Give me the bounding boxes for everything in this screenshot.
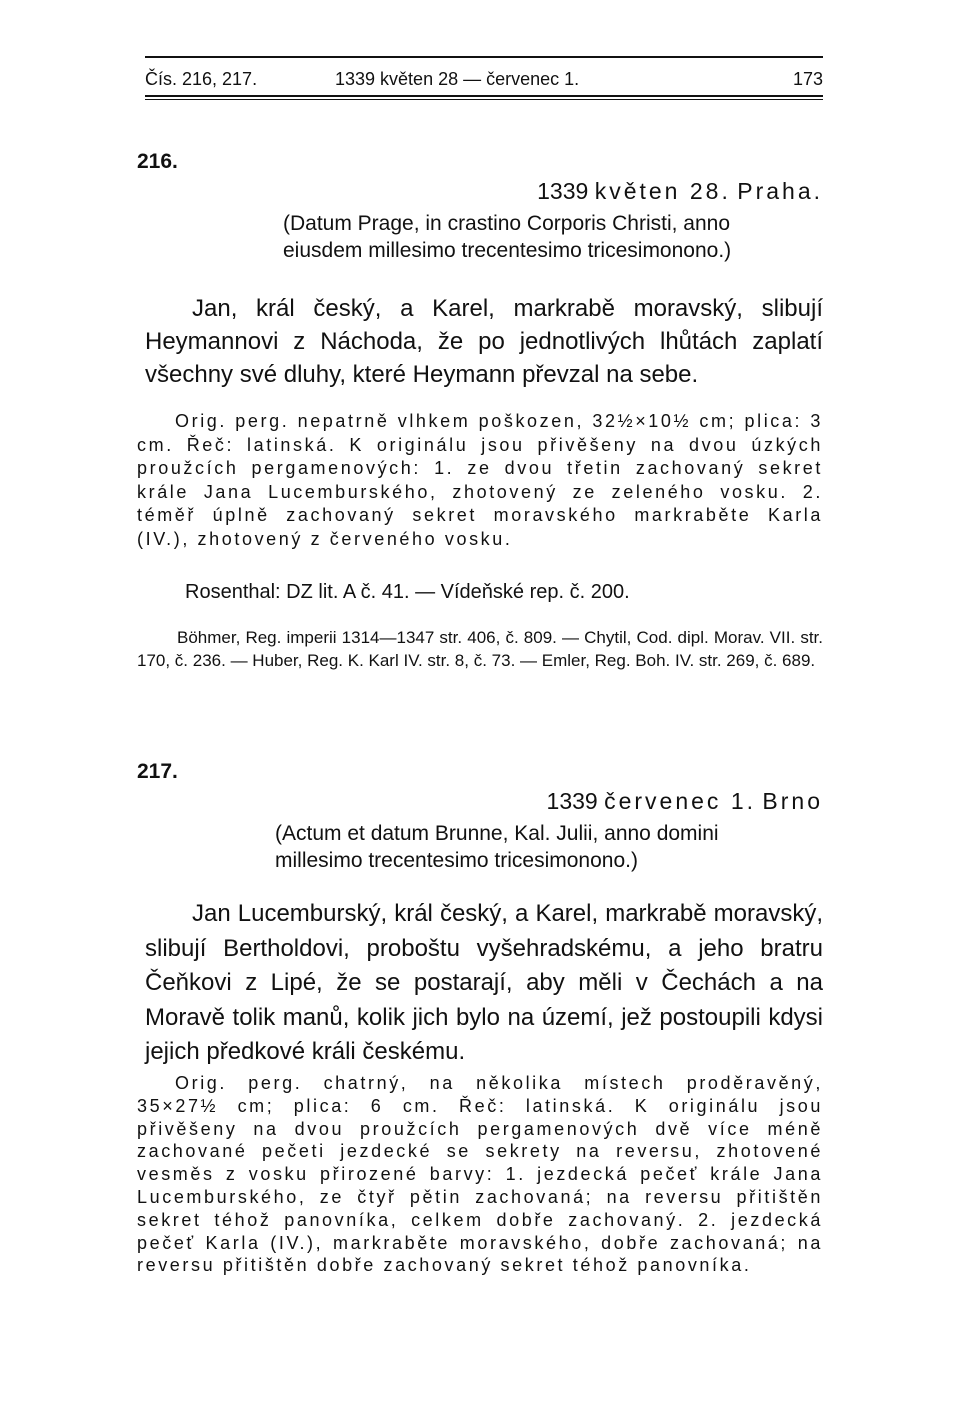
date-day: červenec 1. — [604, 788, 757, 814]
archival-note-text: Orig. perg. chatrný, na několika místech proděravěný, 35×27½ cm; plica: 6 cm. Řeč: latinská. K originálu jsou přivěšeny na dvou proužcích pergamenových dvě více méně zachované pečeti jezdecké se sekrety na reversu, zhotovené vesměs z vosku přirozené barvy: 1. jezdecká pečeť krále Jana Lucemburského, ze čtyř pětin zachovaná; na reversu přitištěn sekret téhož panovníka, celkem dobře zachovaný. 2. jezdecká pečeť Karla (IV.), markraběte moravského, dobře zachovaná; na reversu přitištěn dobře zachovaný sekret téhož panovníka. — [137, 1073, 823, 1276]
regest-text: Jan, král český, a Karel, markrabě moravský, slibují Heymannovi z Náchoda, že po jednotlivých lhůtách zaplatí všechny své dluhy, které Heymann převzal na sebe. — [145, 295, 823, 388]
document-number: 216. — [137, 150, 178, 173]
header-rule-bottom — [145, 95, 823, 97]
datum-line: millesimo trecentesimo tricesimonono.) — [275, 849, 638, 872]
regest-paragraph — [145, 292, 823, 391]
date-place: Brno — [762, 788, 823, 814]
literature-reference — [137, 626, 823, 672]
datum-line: eiusdem millesimo trecentesimo tricesimonono.) — [283, 239, 732, 262]
header-document-numbers: Čís. 216, 217. — [145, 69, 258, 89]
datum-formula — [283, 210, 823, 264]
header-date-range: 1339 květen 28 — červenec 1. — [335, 69, 580, 89]
archival-note — [137, 1072, 823, 1277]
datum-formula — [275, 820, 823, 874]
document-dateline — [547, 788, 823, 815]
archival-note — [137, 410, 823, 551]
datum-line: (Datum Prage, in crastino Corporis Christi, anno — [283, 212, 731, 235]
date-day: květen 28. — [594, 178, 731, 204]
literature-text: Böhmer, Reg. imperii 1314—1347 str. 406, č. 809. — Chytil, Cod. dipl. Morav. VII. str. 170, č. 236. — Huber, Reg. K. Karl IV. str. 8, č. 73. — Emler, Reg. Boh. IV. str. 269, č. 689. — [137, 628, 823, 670]
regest-text: Jan Lucemburský, král český, a Karel, markrabě moravský, slibují Bertholdovi, proboštu vyšehradskému, a jeho bratru Čeňkovi z Lipé, že se postarají, aby měli v Čechách a na Moravě tolik manů, kolik jich bylo na území, jež postoupili kdysi jejich předkové králi českému. — [145, 900, 823, 1065]
document-number: 217. — [137, 760, 178, 783]
date-year: 1339 — [537, 178, 589, 204]
page-number: 173 — [792, 69, 823, 89]
header-rule-top — [145, 56, 823, 58]
regest-paragraph — [145, 897, 823, 1070]
edition-reference: Rosenthal: DZ lit. A č. 41. — Vídeňské rep. č. 200. — [185, 581, 630, 603]
document-dateline — [537, 178, 823, 205]
date-year: 1339 — [546, 788, 598, 814]
archival-note-text: Orig. perg. nepatrně vlhkem poškozen, 32½×10½ cm; plica: 3 cm. Řeč: latinská. K originálu jsou přivěšeny na dvou úzkých proužcích pergamenových: 1. ze dvou třetin zachovaný sekret krále Jana Lucemburského, zhotovený ze zeleného vosku. 2. téměř úplně zachovaný sekret moravského markraběte Karla (IV.), zhotovený z červeného vosku. — [137, 411, 823, 549]
header-rule-bottom-thin — [145, 99, 823, 100]
date-place: Praha. — [737, 178, 823, 204]
datum-line: (Actum et datum Brunne, Kal. Julii, anno domini — [275, 822, 719, 845]
